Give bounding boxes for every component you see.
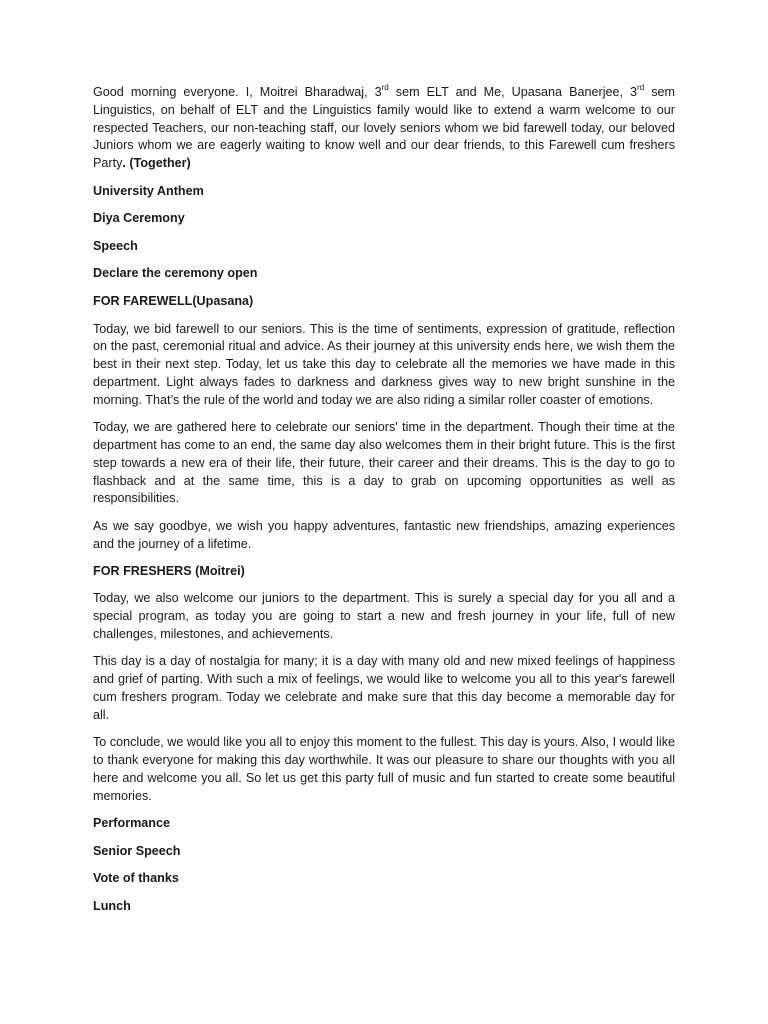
freshers-paragraph-1: Today, we also welcome our juniors to the department. This is surely a special day for you all and a special program, as today you are going to start a new and fresh journey in your life, full of new challenges, milestones, and achievements. bbox=[93, 591, 675, 642]
program-item-performance: Performance bbox=[93, 816, 170, 831]
program-item-lunch: Lunch bbox=[93, 898, 131, 913]
farewell-heading: FOR FAREWELL(Upasana) bbox=[93, 293, 254, 308]
program-item-declare-open: Declare the ceremony open bbox=[93, 266, 258, 281]
intro-paragraph bbox=[93, 84, 675, 173]
program-item-senior-speech: Senior Speech bbox=[93, 843, 181, 858]
program-item-vote-of-thanks: Vote of thanks bbox=[93, 871, 179, 886]
farewell-paragraph-1: Today, we bid farewell to our seniors. This is the time of sentiments, expression of gratitude, reflection on the past, ceremonial ritual and advice. As their journey at this university ends here, we wish them the best in their next step. Today, let us take this day to celebrate all the memories we have made in this department. Light always fades to darkness and darkness gives way to new bright sunshine in the morning. That’s the rule of the world and today we are also riding a similar roller coaster of emotions. bbox=[93, 321, 675, 407]
freshers-paragraph-3: To conclude, we would like you all to enjoy this moment to the fullest. This day is yours. Also, I would like to thank everyone for making this day worthwhile. It was our pleasure to share our thoughts with you all here and welcome you all. So let us get this party full of music and fun started to create some beautiful memories. bbox=[93, 735, 675, 803]
document-page bbox=[93, 84, 675, 925]
intro-superscript-1: rd bbox=[381, 82, 389, 92]
program-item-speech: Speech bbox=[93, 238, 138, 253]
freshers-heading: FOR FRESHERS (Moitrei) bbox=[93, 563, 245, 578]
intro-text-1: Good morning everyone. I, Moitrei Bharadwaj, 3 bbox=[93, 85, 382, 99]
intro-superscript-2: rd bbox=[637, 82, 645, 92]
freshers-paragraph-2: This day is a day of nostalgia for many; it is a day with many old and new mixed feelings of happiness and grief of parting. With such a mix of feelings, we would like to welcome you all to this year's farewell cum freshers program. Today we celebrate and make sure that this day become a memorable day for all. bbox=[93, 654, 675, 722]
program-item-diya-ceremony: Diya Ceremony bbox=[93, 211, 185, 226]
program-item-university-anthem: University Anthem bbox=[93, 183, 204, 198]
intro-together-note: . (Together) bbox=[122, 156, 191, 171]
farewell-paragraph-2: Today, we are gathered here to celebrate our seniors' time in the department. Though their time at the department has come to an end, the same day also welcomes them in their bright future. This is the first step towards a new era of their life, their future, their career and their dreams. This is the day to go to flashback and at the same time, this is a day to grab on upcoming opportunities as well as responsibilities. bbox=[93, 420, 675, 506]
farewell-paragraph-3: As we say goodbye, we wish you happy adventures, fantastic new friendships, amazing experiences and the journey of a lifetime. bbox=[93, 518, 675, 551]
intro-text-3: sem Linguistics, on behalf of ELT and the Linguistics family would like to extend a warm welcome to our respected Teachers, our non-teaching staff, our lovely seniors whom we bid farewell today, our beloved Juniors whom we are eagerly waiting to know well and our dear friends, to this Farewell cum freshers Party bbox=[93, 85, 675, 171]
intro-text-2: sem ELT and Me, Upasana Banerjee, 3 bbox=[388, 85, 638, 99]
